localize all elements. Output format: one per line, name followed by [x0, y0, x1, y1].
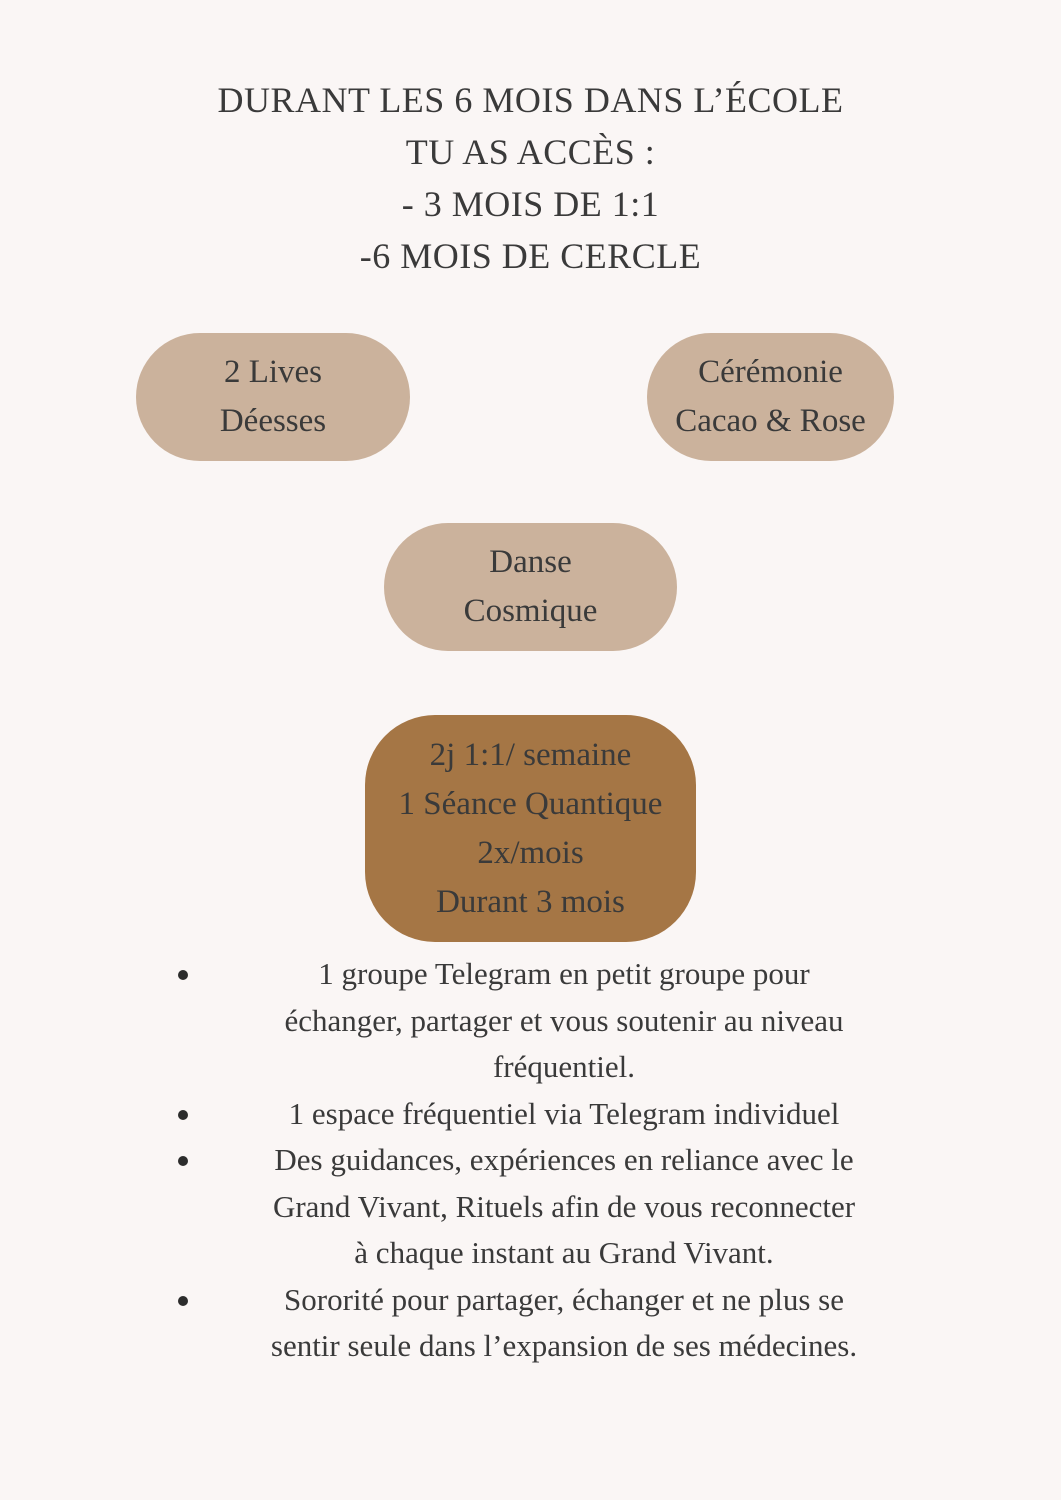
list-item-line: à chaque instant au Grand Vivant.	[354, 1235, 774, 1270]
list-item	[170, 1137, 930, 1277]
bullet-icon	[178, 1296, 188, 1306]
pill-text: Cérémonie	[698, 354, 843, 390]
pill-text: 2 Lives	[223, 354, 323, 390]
bullet-icon	[178, 1110, 188, 1120]
bullet-icon	[178, 1156, 188, 1166]
heading-line: - 3 MOIS DE 1:1	[401, 184, 660, 224]
pill-lives-deesses	[136, 333, 410, 461]
pill-ceremonie-cacao-rose	[647, 333, 894, 461]
benefits-list	[170, 951, 930, 1370]
pill-text: Cacao & Rose	[675, 403, 866, 439]
list-item-line: 1 espace fréquentiel via Telegram individuel	[288, 1095, 840, 1131]
list-item	[170, 1277, 930, 1370]
page-heading	[0, 74, 1061, 282]
pill-text: Danse	[489, 544, 572, 580]
list-item-line: sentir seule dans l’expansion de ses médecines.	[270, 1328, 858, 1363]
pill-text: 2j 1:1/ semaine	[429, 736, 632, 773]
pill-danse-cosmique	[384, 523, 677, 651]
list-item-line: Des guidances, expériences en reliance avec le	[274, 1142, 854, 1177]
pill-text: 1 Séance Quantique	[398, 785, 663, 822]
heading-line: DURANT LES 6 MOIS DANS L’ÉCOLE	[217, 80, 844, 120]
list-item-line: Sororité pour partager, échanger et ne plus se	[284, 1281, 844, 1317]
pill-text: Durant 3 mois	[436, 883, 625, 920]
bullet-icon	[178, 970, 188, 980]
pill-seance-quantique	[365, 715, 696, 942]
pill-text: Cosmique	[463, 593, 598, 629]
pill-text: 2x/mois	[477, 834, 584, 871]
list-item	[170, 1091, 930, 1138]
list-item-line: 1 groupe Telegram en petit groupe pour	[318, 956, 810, 991]
pill-text: Déesses	[219, 403, 327, 439]
list-item	[170, 951, 930, 1091]
list-item-line: fréquentiel.	[492, 1049, 635, 1084]
heading-line: -6 MOIS DE CERCLE	[359, 236, 702, 276]
list-item-line: Grand Vivant, Rituels afin de vous reconnecter	[272, 1188, 856, 1224]
list-item-line: échanger, partager et vous soutenir au niveau	[284, 1002, 844, 1038]
heading-line: TU AS ACCÈS :	[405, 132, 656, 172]
